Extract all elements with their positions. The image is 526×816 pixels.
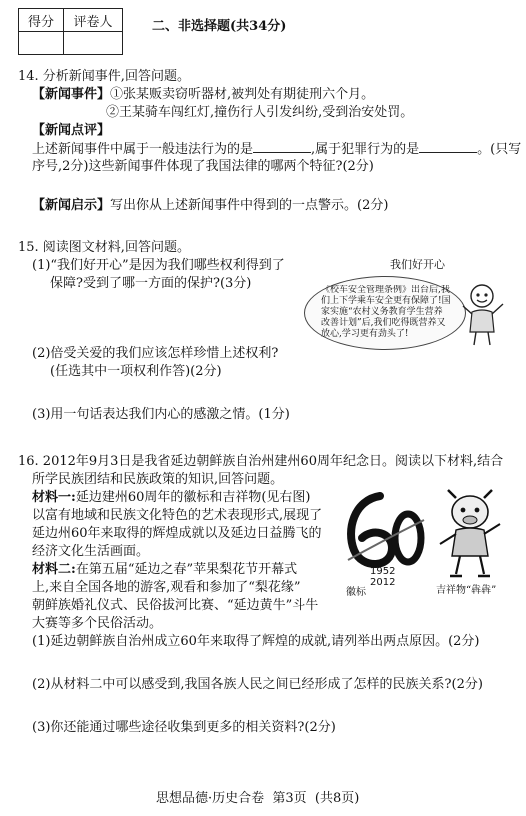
q16-m1-line3: 延边州60年来取得的辉煌成就以及延边日益腾飞的 [32,526,322,541]
mascot [430,488,514,600]
q14-event1: ①张某贩卖窃听器材,被判处有期徒刑六个月。 [110,87,375,102]
q16-m2-line2: 上,来自全国各地的游客,观看和参加了“梨花缘” [32,580,301,595]
child-figure-icon [460,282,506,348]
q16-m2-line4: 大赛等多个民俗活动。 [32,616,163,631]
q14-insight-tag: 【新闻启示】 [32,198,111,213]
q16-m2-tag: 材料二: [32,562,76,577]
q16-m2-text1: 在第五届“延边之春”苹果梨花节开幕式 [75,562,298,577]
q14-event-line1 [32,86,374,104]
q16-m1-line4: 经济文化生活画面。 [32,544,150,559]
q16-p2: (2)从材料二中可以感受到,我国各族人民之间已经形成了怎样的民族关系?(2分) [32,677,483,692]
q15-p1-line1: (1)“我们好开心”是因为我们哪些权利得到了 [32,258,285,273]
q14-comment-line2: 序号,2分)这些新闻事件体现了我国法律的哪两个特征?(2分) [32,159,374,174]
q15-stem: 15. 阅读图文材料,回答问题。 [18,240,190,255]
q16-m1-tag: 材料一: [32,490,76,505]
q14-stem: 14. 分析新闻事件,回答问题。 [18,69,190,84]
q16-m1-line1 [32,489,311,507]
score-cell-blank[interactable] [19,32,64,55]
cartoon-text: 《校车安全管理条例》出台后,我们上下学乘车安全更有保障了!国家实施“农村义务教育学生营养改善计划”后,我们吃得既营养又放心,学习更有劲头了! [321,285,451,339]
q14-comment-a: 上述新闻事件中属于一般违法行为的是 [32,142,254,157]
q14-comment-tag: 【新闻点评】 [32,123,111,138]
q16-stem-line2: 所学民族团结和民族政策的知识,回答问题。 [32,472,284,487]
q14-event2: ②王某骑车闯红灯,撞伤行人引发纠纷,受到治安处罚。 [106,105,414,120]
mascot-label: 吉祥物“犇犇” [436,585,497,596]
q15-p2-line1: (2)倍受关爱的我们应该怎样珍惜上述权利? [32,346,279,361]
q14-insight-text: 写出你从上述新闻事件中得到的一点警示。(2分) [110,198,389,213]
score-table [18,8,123,55]
page-footer: 思想品德·历史合卷 第3页 (共8页) [156,791,360,806]
logo-60-icon [340,490,428,574]
q14-comment-c: 。(只写 [477,142,522,157]
q16-m2-line3: 朝鲜族婚礼仪式、民俗拔河比赛、“延边黄牛”斗牛 [32,598,319,613]
logo-label: 徽标 [346,587,366,598]
q14-blank-1[interactable] [253,140,311,153]
anniversary-logo [340,490,428,600]
mascot-ox-icon [430,488,510,580]
q16-m2-line1 [32,561,297,579]
q15-p1-line2: 保障?受到了哪一方面的保护?(3分) [50,276,252,291]
q15-cartoon [300,260,510,352]
score-cell-label: 得分 [19,9,64,32]
q16-stem-line1: 16. 2012年9月3日是我省延边朝鲜族自治州建州60周年纪念日。阅读以下材料,结合 [18,454,504,469]
q15-p2-line2: (任选其中一项权利作答)(2分) [50,364,222,379]
section-title: 二、非选择题(共34分) [152,19,287,34]
q14-comment-b: ,属于犯罪行为的是 [311,142,420,157]
q14-blank-2[interactable] [419,140,477,153]
grader-cell-label: 评卷人 [64,9,123,32]
q16-m1-line2: 以富有地域和民族文化特色的艺术表现形式,展现了 [32,508,323,523]
q15-p3: (3)用一句话表达我们内心的感激之情。(1分) [32,407,290,422]
cartoon-title: 我们好开心 [390,258,445,271]
q16-p3: (3)你还能通过哪些途径收集到更多的相关资料?(2分) [32,720,336,735]
q14-event-tag: 【新闻事件】 [32,87,111,102]
grader-cell-blank[interactable] [64,32,123,55]
q16-m1-text1: 延边建州60周年的徽标和吉祥物(见右图) [75,490,311,505]
q14-comment-line1 [32,140,521,159]
logo-years: 1952 2012 [370,566,396,588]
q14-insight [32,197,388,215]
q16-p1: (1)延边朝鲜族自治州成立60年来取得了辉煌的成就,请列举出两点原因。(2分) [32,634,480,649]
speech-bubble [304,276,466,350]
